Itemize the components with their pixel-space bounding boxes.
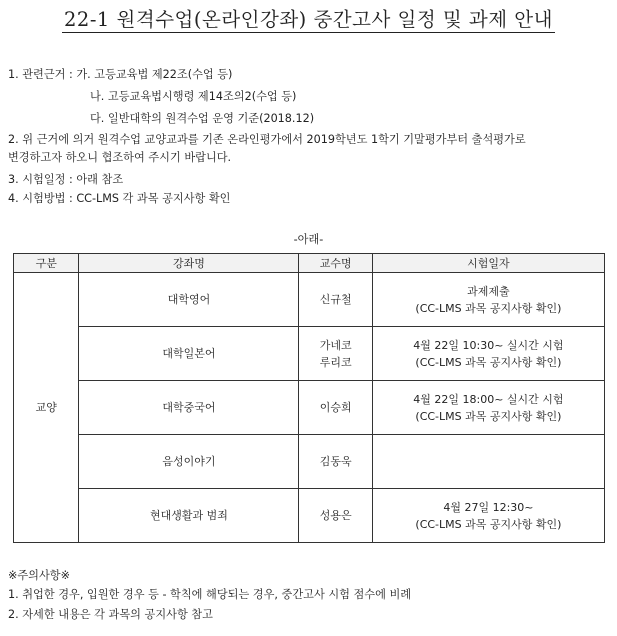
item-1-line-c: 다. 일반대학의 원격수업 운영 기준(2018.12) [90,112,315,125]
note-2: 2. 자세한 내용은 각 과목의 공지사항 참고 [8,608,213,621]
exam-date-cell [372,327,604,381]
professor-cell: 신규철 [299,273,372,327]
course-cell: 대학영어 [79,273,299,327]
item-3-line: 3. 시험일정 : 아래 참조 [8,173,124,186]
exam-date-cell [372,489,604,543]
table-header-row [14,254,605,273]
exam-date-line-1: 과제제출 [467,284,510,298]
note-1: 1. 취업한 경우, 입원한 경우 등 - 학칙에 해당되는 경우, 중간고사 시험 점수에 비례 [8,588,412,601]
header-exam-date: 시험일자 [372,254,604,273]
course-cell: 대학일본어 [79,327,299,381]
item-1-line-b: 나. 고등교육법시행령 제14조의2(수업 등) [90,90,297,103]
item-2-line-b: 변경하고자 하오니 협조하여 주시기 바랍니다. [8,151,232,164]
header-category: 구분 [14,254,79,273]
professor-cell: 가네코 루리코 [299,327,372,381]
table-row [14,435,605,489]
course-cell: 대학중국어 [79,381,299,435]
table-row [14,381,605,435]
exam-date-line-1: 4월 27일 12:30~ [443,500,534,514]
exam-date-line-1: 4월 22일 18:00~ 실시간 시험 [413,392,564,406]
item-4-line: 4. 시험방법 : CC-LMS 각 과목 공지사항 확인 [8,192,231,205]
professor-cell: 김동욱 [299,435,372,489]
schedule-table [13,253,605,543]
page-title [0,4,617,32]
header-course: 강좌명 [79,254,299,273]
category-cell: 교양 [14,273,79,543]
table-row [14,489,605,543]
exam-date-cell [372,381,604,435]
course-cell: 음성이야기 [79,435,299,489]
professor-cell: 이승희 [299,381,372,435]
item-1-line-a: 1. 관련근거 : 가. 고등교육법 제22조(수업 등) [8,68,233,81]
exam-date-line-2: (CC-LMS 과목 공지사항 확인) [415,409,562,423]
professor-cell: 성용은 [299,489,372,543]
notes-heading: ※주의사항※ [8,569,70,582]
exam-date-line-1: 4월 22일 10:30~ 실시간 시험 [413,338,564,352]
exam-date-line-2: (CC-LMS 과목 공지사항 확인) [415,517,562,531]
title-text: 22-1 원격수업(온라인강좌) 중간고사 일정 및 과제 안내 [64,8,553,31]
exam-date-line-2: (CC-LMS 과목 공지사항 확인) [415,355,562,369]
exam-date-cell [372,435,604,489]
below-label: -아래- [293,233,324,246]
exam-date-line-2: (CC-LMS 과목 공지사항 확인) [415,301,562,315]
course-cell: 현대생활과 범죄 [79,489,299,543]
header-professor: 교수명 [299,254,372,273]
table-row [14,327,605,381]
exam-date-cell [372,273,604,327]
item-2-line-a: 2. 위 근거에 의거 원격수업 교양교과를 기존 온라인평가에서 2019학년도 1학기 기말평가부터 출석평가로 [8,133,526,146]
table-row [14,273,605,327]
